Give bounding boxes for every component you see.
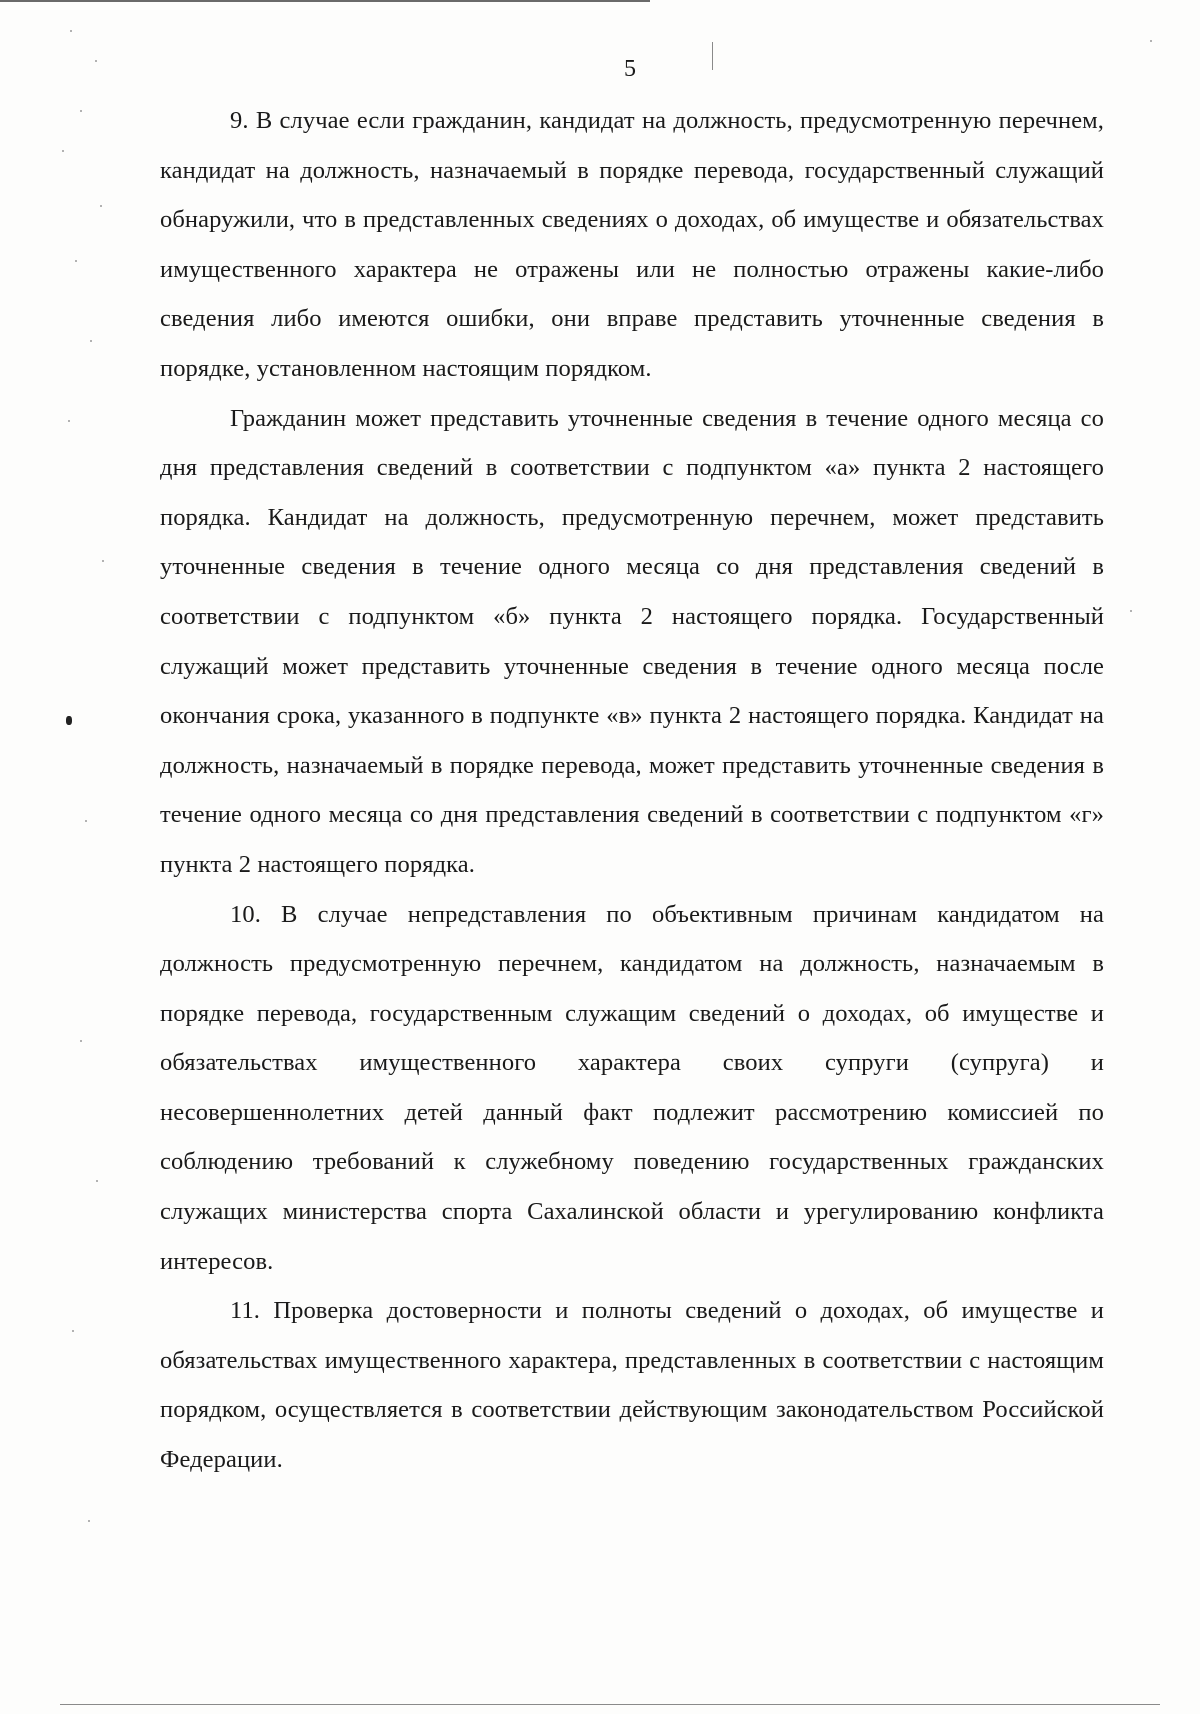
scan-noise <box>1150 40 1152 42</box>
scan-noise-dark <box>66 716 72 725</box>
scan-noise <box>85 820 87 822</box>
scan-noise <box>1130 610 1132 612</box>
paragraph-9: 9. В случае если гражданин, кандидат на должность, предусмотренную перечнем, кандидат на должность, назначаемый в порядке перевода, государственный служащий обнаружили, что в представленных сведениях о доходах, об имуществе и обязательствах имущественного характера не отражены или не полностью отражены какие-либо сведения либо имеются ошибки, они вправе представить уточненные сведения в порядке, установленном настоящим порядком. <box>160 107 1104 382</box>
paragraph-10: 10. В случае непредставления по объективным причинам кандидатом на должность предусмотренную перечнем, кандидатом на должность, назначаемым в порядке перевода, государственным служащим сведений о доходах, об имуществе и обязательствах имущественного характера своих супруги (супруга) и несовершеннолетних детей данный факт подлежит рассмотрению комиссией по соблюдению требований к служебному поведению государственных гражданских служащих министерства спорта Сахалинской области и урегулированию конфликта интересов. <box>160 900 1104 1275</box>
scan-noise <box>95 60 97 62</box>
scan-noise <box>75 260 77 262</box>
scan-noise <box>80 1040 82 1042</box>
document-body <box>160 96 1104 1485</box>
paragraph-11: 11. Проверка достоверности и полноты сведений о доходах, об имуществе и обязательствах имущественного характера, представленных в соответствии с настоящим порядком, осуществляется в соответствии действующим законодательством Российской Федерации. <box>160 1297 1104 1474</box>
scan-noise <box>80 110 82 112</box>
scan-noise <box>70 30 72 32</box>
scan-noise <box>88 1520 90 1522</box>
scan-noise <box>68 420 70 422</box>
scan-noise <box>102 560 104 562</box>
scan-border-bottom <box>60 1704 1160 1705</box>
page-number: 5 <box>624 56 636 82</box>
scan-noise <box>100 205 102 207</box>
scan-border-top <box>0 0 650 2</box>
scan-noise <box>62 150 64 152</box>
scan-noise <box>96 1180 98 1182</box>
scan-noise <box>72 1330 74 1332</box>
scan-noise <box>90 340 92 342</box>
paragraph-clarification-terms: Гражданин может представить уточненные сведения в течение одного месяца со дня представления сведений в соответствии с подпунктом «а» пункта 2 настоящего порядка. Кандидат на должность, предусмотренную перечнем, может представить уточненные сведения в течение одного месяца со дня представления сведений в соответствии с подпунктом «б» пункта 2 настоящего порядка. Государственный служащий может представить уточненные сведения в течение одного месяца после окончания срока, указанного в подпункте «в» пункта 2 настоящего порядка. Кандидат на должность, назначаемый в порядке перевода, может представить уточненные сведения в течение одного месяца со дня представления сведений в соответствии с подпунктом «г» пункта 2 настоящего порядка. <box>160 404 1104 878</box>
